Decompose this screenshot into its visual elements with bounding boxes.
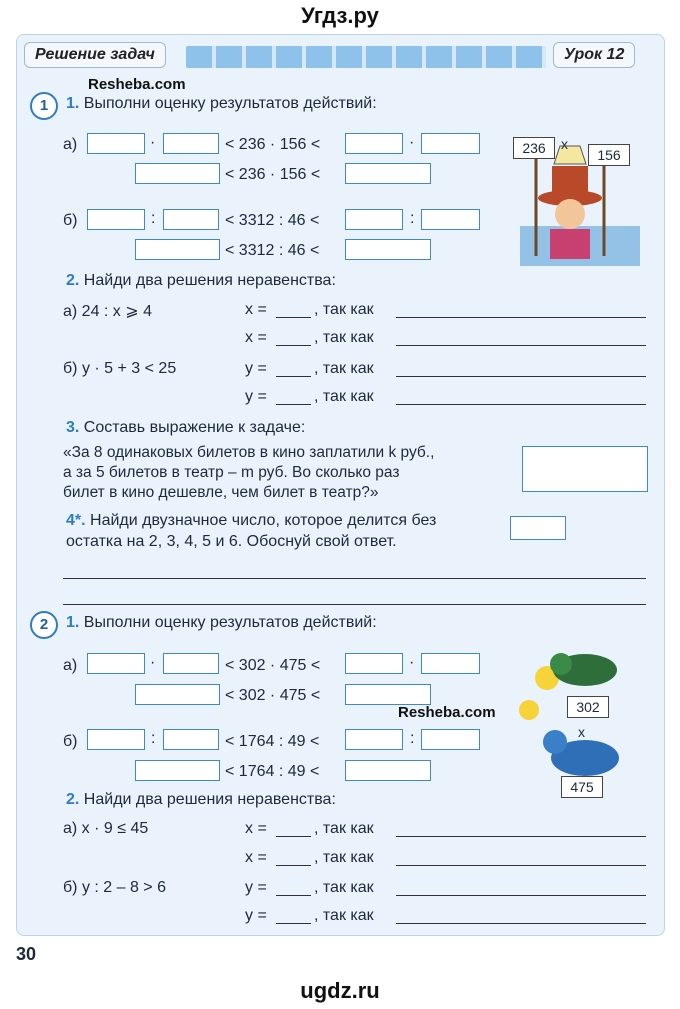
answer-line[interactable] — [276, 376, 311, 377]
operator: : — [410, 730, 415, 747]
answer-box[interactable] — [163, 209, 219, 230]
operator: : — [410, 210, 415, 227]
estimate-expression: < 1764 : 49 < — [225, 763, 320, 780]
task-number: 2. — [66, 791, 80, 808]
answer-box[interactable] — [135, 163, 220, 184]
item-label: б) — [63, 733, 78, 750]
answer-box[interactable] — [163, 729, 219, 750]
topic-tag: Решение задач — [24, 42, 166, 68]
answer-box[interactable] — [421, 653, 480, 674]
solution-var: y = — [245, 388, 267, 405]
operator: · — [409, 134, 415, 151]
answer-line[interactable] — [276, 865, 311, 866]
task-number: 1. — [66, 614, 80, 631]
problem-text: а за 5 билетов в театр – m руб. Во сколько раз — [63, 464, 400, 481]
answer-line[interactable] — [396, 345, 646, 346]
answer-line[interactable] — [396, 923, 646, 924]
because-text: , так как — [314, 907, 374, 924]
operator: · — [150, 654, 156, 671]
solution-var: x = — [245, 849, 267, 866]
answer-line[interactable] — [276, 317, 311, 318]
answer-line[interactable] — [396, 895, 646, 896]
estimate-expression: < 236 · 156 < — [225, 136, 321, 153]
answer-line[interactable] — [63, 604, 646, 605]
estimate-expression: < 236 · 156 < — [225, 166, 321, 183]
answer-box[interactable] — [345, 239, 431, 260]
lesson-tag: Урок 12 — [553, 42, 635, 68]
because-text: , так как — [314, 879, 374, 896]
task-number: 4*. — [66, 512, 86, 529]
solution-var: x = — [245, 301, 267, 318]
answer-box[interactable] — [87, 729, 145, 750]
estimate-expression: < 3312 : 46 < — [225, 242, 320, 259]
answer-line[interactable] — [396, 317, 646, 318]
watermark: Resheba.com — [398, 704, 496, 721]
task-heading — [66, 614, 377, 632]
solution-var: y = — [245, 360, 267, 377]
because-text: , так как — [314, 388, 374, 405]
answer-box[interactable] — [87, 209, 145, 230]
task-text: Найди два решения неравенства: — [83, 791, 336, 808]
task-text: Найди два решения неравенства: — [83, 272, 336, 289]
solution-var: x = — [245, 820, 267, 837]
answer-box[interactable] — [163, 653, 219, 674]
sign-card: 156 — [588, 144, 630, 166]
estimate-expression: < 302 · 475 < — [225, 657, 321, 674]
inequality: б) y : 2 – 8 > 6 — [63, 879, 166, 896]
sign-card: x — [578, 724, 585, 740]
estimate-expression: < 302 · 475 < — [225, 687, 321, 704]
estimate-expression: < 1764 : 49 < — [225, 733, 320, 750]
task-number: 3. — [66, 419, 80, 436]
estimate-expression: < 3312 : 46 < — [225, 212, 320, 229]
task-heading — [66, 791, 336, 809]
problem-text: «За 8 одинаковых билетов в кино заплатили k руб., — [63, 444, 435, 461]
inequality: б) y · 5 + 3 < 25 — [63, 360, 177, 377]
task-text: остатка на 2, 3, 4, 5 и 6. Обоснуй свой ответ. — [66, 533, 397, 550]
answer-line[interactable] — [276, 404, 311, 405]
inequality: а) x · 9 ≤ 45 — [63, 820, 149, 837]
section-badge: 1 — [30, 92, 58, 120]
item-label: б) — [63, 212, 78, 229]
because-text: , так как — [314, 820, 374, 837]
sign-card: x — [561, 136, 568, 152]
answer-box[interactable] — [345, 133, 403, 154]
answer-box[interactable] — [87, 653, 145, 674]
answer-line[interactable] — [396, 376, 646, 377]
header-stripe — [186, 46, 546, 68]
task-text: Составь выражение к задаче: — [83, 419, 306, 436]
because-text: , так как — [314, 849, 374, 866]
expression-answer-box[interactable] — [522, 446, 648, 492]
answer-line[interactable] — [276, 345, 311, 346]
operator: : — [151, 210, 156, 227]
task-number: 2. — [66, 272, 80, 289]
answer-box[interactable] — [135, 239, 220, 260]
sign-card: 302 — [567, 696, 609, 718]
answer-line[interactable] — [396, 865, 646, 866]
answer-box[interactable] — [87, 133, 145, 154]
task-heading — [66, 419, 305, 437]
operator: : — [151, 730, 156, 747]
answer-box[interactable] — [163, 133, 219, 154]
task-number: 1. — [66, 95, 80, 112]
sign-card: 475 — [561, 776, 603, 798]
answer-line[interactable] — [63, 578, 646, 579]
answer-box[interactable] — [421, 209, 480, 230]
site-title: Угдз.ру — [301, 3, 379, 28]
answer-box[interactable] — [135, 684, 220, 705]
answer-box[interactable] — [345, 729, 403, 750]
answer-line[interactable] — [276, 836, 311, 837]
site-footer: ugdz.ru — [300, 978, 380, 1003]
answer-line[interactable] — [276, 923, 311, 924]
watermark: Resheba.com — [88, 76, 186, 93]
item-label: а) — [63, 136, 78, 153]
answer-box[interactable] — [421, 729, 480, 750]
operator: · — [150, 134, 156, 151]
because-text: , так как — [314, 301, 374, 318]
page-number: 30 — [16, 944, 37, 964]
task-text: Найди двузначное число, которое делится без — [90, 512, 437, 529]
task-heading — [66, 512, 436, 530]
sign-card: 236 — [513, 137, 555, 159]
answer-line[interactable] — [396, 404, 646, 405]
answer-box[interactable] — [345, 163, 431, 184]
answer-box[interactable] — [345, 653, 403, 674]
solution-var: x = — [245, 329, 267, 346]
solution-var: y = — [245, 879, 267, 896]
because-text: , так как — [314, 360, 374, 377]
task-text: Выполни оценку результатов действий: — [83, 95, 377, 112]
answer-box[interactable] — [345, 209, 403, 230]
task-text: Выполни оценку результатов действий: — [83, 614, 377, 631]
answer-line[interactable] — [276, 895, 311, 896]
problem-text: билет в кино дешевле, чем билет в театр?» — [63, 484, 379, 501]
inequality: а) 24 : x ⩾ 4 — [63, 303, 152, 320]
answer-box[interactable] — [345, 684, 431, 705]
section-badge: 2 — [30, 611, 58, 639]
answer-box[interactable] — [510, 516, 566, 540]
item-label: а) — [63, 657, 78, 674]
because-text: , так как — [314, 329, 374, 346]
answer-line[interactable] — [396, 836, 646, 837]
answer-box[interactable] — [345, 760, 431, 781]
operator: · — [409, 654, 415, 671]
answer-box[interactable] — [421, 133, 480, 154]
task-heading — [66, 95, 377, 113]
solution-var: y = — [245, 907, 267, 924]
answer-box[interactable] — [135, 760, 220, 781]
task-heading — [66, 272, 336, 290]
